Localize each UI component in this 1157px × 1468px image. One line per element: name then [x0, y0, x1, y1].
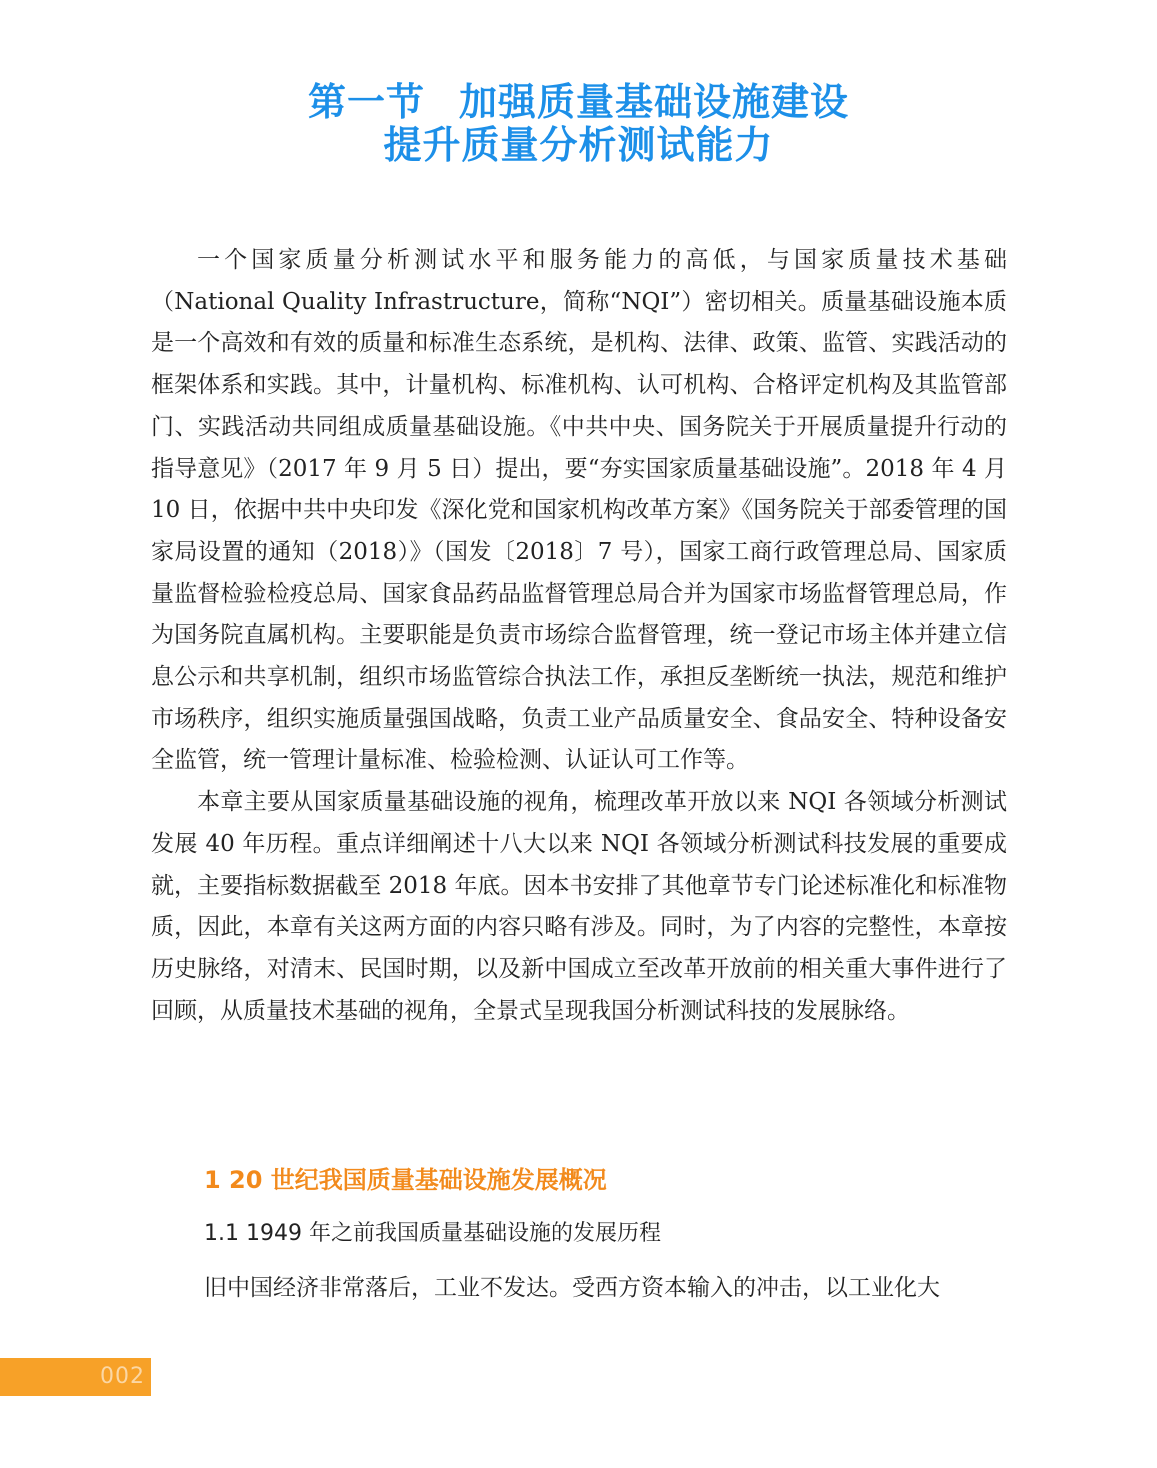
paragraph-3-first-line: 旧中国经济非常落后，工业不发达。受西方资本输入的冲击，以工业化大 [204, 1275, 940, 1301]
heading-level-3: 1.1 1949 年之前我国质量基础设施的发展历程 [204, 1221, 661, 1246]
body-text [151, 240, 1007, 1032]
section-title-line1 [0, 80, 1157, 124]
section-label: 第一节 [307, 80, 425, 124]
paragraph-2: 本章主要从国家质量基础设施的视角，梳理改革开放以来 NQI 各领域分析测试发展 40 年历程。重点详细阐述十八大以来 NQI 各领域分析测试科技发展的重要成就，主要指标数据截至 2018 年底。因本书安排了其他章节专门论述标准化和标准物质，因此，本章有关这两方面的内容只略有涉及。同时，为了内容的完整性，本章按历史脉络，对清末、民国时期，以及新中国成立至改革开放前的相关重大事件进行了回顾，从质量技术基础的视角，全景式呈现我国分析测试科技的发展脉络。 [151, 789, 1007, 1024]
section-title-main: 加强质量基础设施建设 [459, 80, 850, 124]
page-number-tab [0, 1358, 151, 1396]
page-number: 002 [100, 1364, 145, 1389]
paragraph-1: 一个国家质量分析测试水平和服务能力的高低，与国家质量技术基础（National Quality Infrastructure，简称“NQI”）密切相关。质量基础设施本质是一个高效和有效的质量和标准生态系统，是机构、法律、政策、监管、实践活动的框架体系和实践。其中，计量机构、标准机构、认可机构、合格评定机构及其监管部门、实践活动共同组成质量基础设施。《中共中央、国务院关于开展质量提升行动的指导意见》（2017 年 9 月 5 日）提出，要“夯实国家质量基础设施”。2018 年 4 月 10 日，依据中共中央印发《深化党和国家机构改革方案》《国务院关于部委管理的国家局设置的通知（2018）》（国发〔2018〕7 号），国家工商行政管理总局、国家质量监督检验检疫总局、国家食品药品监督管理总局合并为国家市场监督管理总局，作为国务院直属机构。主要职能是负责市场综合监督管理，统一登记市场主体并建立信息公示和共享机制，组织市场监管综合执法工作，承担反垄断统一执法，规范和维护市场秩序，组织实施质量强国战略，负责工业产品质量安全、食品安全、特种设备安全监管，统一管理计量标准、检验检测、认证认可工作等。 [151, 247, 1007, 774]
heading-level-2: 1 20 世纪我国质量基础设施发展概况 [204, 1166, 607, 1194]
section-title-line2: 提升质量分析测试能力 [383, 123, 774, 167]
